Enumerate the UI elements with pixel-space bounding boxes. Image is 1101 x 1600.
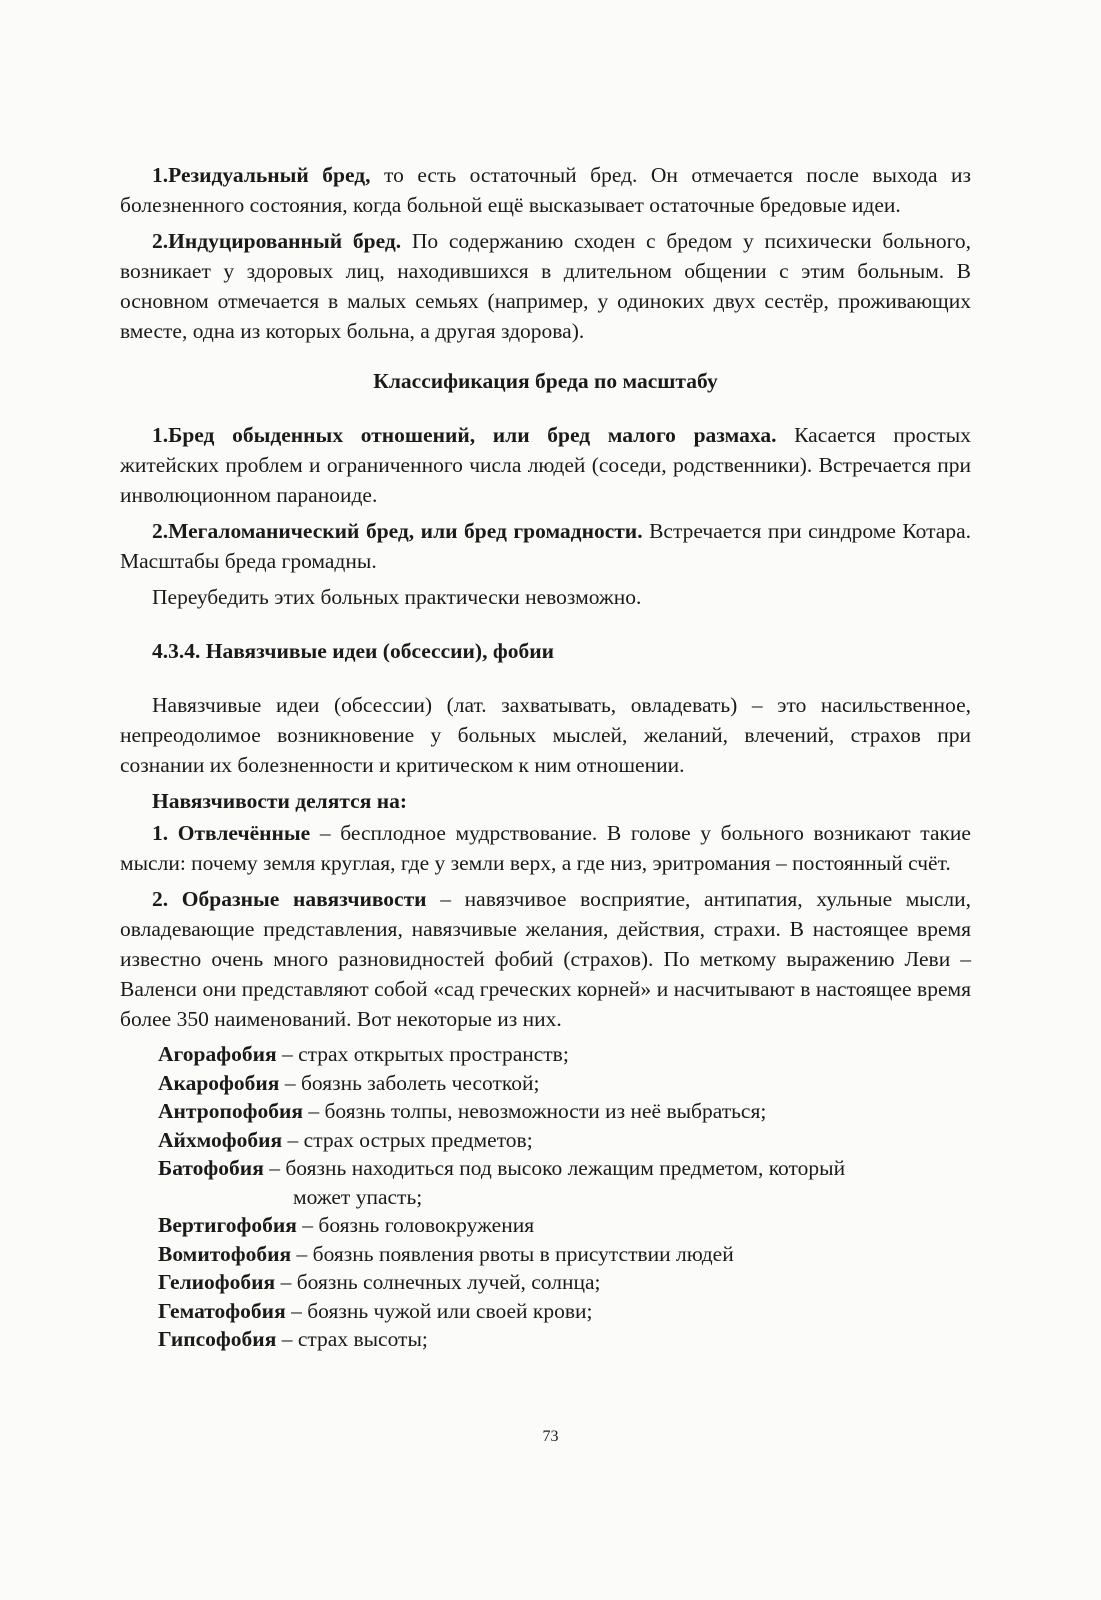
paragraph-lead: 2.Индуцированный бред. — [152, 229, 402, 253]
phobia-description: – боязнь появления рвоты в присутствии людей — [291, 1241, 734, 1266]
paragraph-persuasion: Переубедить этих больных практически невозможно. — [152, 585, 642, 609]
list-item — [158, 1154, 971, 1211]
list-item — [158, 1069, 971, 1098]
phobia-description: – боязнь головокружения — [296, 1213, 535, 1237]
phobia-term: Айхмофобия — [158, 1127, 283, 1152]
phobia-term: Акарофобия — [158, 1070, 280, 1095]
paragraph-figurative-obsessions — [120, 884, 971, 1034]
section-heading-classification: Классификация бреда по масштабу — [373, 369, 718, 393]
paragraph-obsessions-types: Навязчивости делятся на: — [152, 789, 408, 813]
page-number: 73 — [542, 1428, 559, 1445]
list-item — [158, 1211, 971, 1240]
phobia-description: – боязнь чужой или своей крови; — [285, 1298, 593, 1323]
phobia-description: – страх острых предметов; — [282, 1127, 533, 1152]
phobia-description: – боязнь толпы, невозможности из неё выбраться; — [302, 1099, 767, 1123]
phobia-description: – боязнь солнечных лучей, солнца; — [275, 1270, 601, 1294]
paragraph-everyday-delusion — [120, 420, 971, 510]
list-item — [158, 1325, 971, 1354]
paragraph-residual-delusion — [120, 160, 971, 220]
phobia-description-continued: может упасть; — [293, 1184, 423, 1209]
paragraph-lead: 1.Бред обыденных отношений, или бред малого размаха. — [152, 423, 777, 447]
paragraph-lead: 2. Образные навязчивости — [152, 887, 427, 911]
phobia-term: Гематофобия — [158, 1298, 286, 1323]
list-item — [158, 1097, 971, 1126]
paragraph-text: то есть остаточный бред. Он отмечается после выхода из болезненного состояния, когда больной ещё высказывает остаточные бредовые идеи. — [120, 163, 971, 217]
phobia-description: – боязнь находиться под высоко лежащим предметом, который — [263, 1156, 846, 1180]
phobia-term: Вомитофобия — [158, 1241, 292, 1266]
phobia-term: Вертигофобия — [158, 1213, 297, 1237]
paragraph-text: – навязчивое восприятие, антипатия, хульные мысли, овладевающие представления, навязчивые желания, действия, страхи. В настоящее время известно очень много разновидностей фобий (страхов). По меткому выражению Леви – Валенси они представляют собой «сад греческих корней» и насчитывают в настоящее время более 350 наименований. Вот некоторые из них. — [120, 887, 971, 1031]
phobia-term: Антропофобия — [158, 1099, 303, 1123]
paragraph-lead: 1.Резидуальный бред, — [152, 163, 371, 187]
paragraph-abstract-obsessions — [120, 818, 971, 878]
paragraph-megalomanic-delusion — [120, 516, 971, 576]
paragraph-induced-delusion — [120, 226, 971, 346]
paragraph-obsessions-definition: Навязчивые идеи (обсессии) (лат. захватывать, овладевать) – это насильственное, непреодолимое возникновение у больных мыслей, желаний, влечений, страхов при сознании их болезненности и критическом к ним отношении. — [120, 693, 971, 777]
list-item — [158, 1040, 971, 1069]
phobia-term: Агорафобия — [158, 1042, 277, 1066]
phobia-description: – страх открытых пространств; — [276, 1042, 569, 1066]
phobia-description: – боязнь заболеть чесоткой; — [279, 1070, 540, 1095]
paragraph-lead: 2.Мегаломанический бред, или бред громадности. — [152, 519, 643, 543]
phobia-term: Гипсофобия — [158, 1327, 277, 1351]
phobia-term: Гелиофобия — [158, 1270, 276, 1294]
phobia-description: – страх высоты; — [276, 1327, 428, 1351]
list-item — [158, 1297, 971, 1326]
phobia-term: Батофобия — [158, 1156, 264, 1180]
paragraph-lead: 1. Отвлечённые — [152, 821, 311, 845]
list-item — [158, 1126, 971, 1155]
list-item — [158, 1240, 971, 1269]
section-heading-obsessions: 4.3.4. Навязчивые идеи (обсессии), фобии — [152, 639, 554, 663]
paragraph-text: По содержанию сходен с бредом у психически больного, возникает у здоровых лиц, находившихся в длительном общении с этим больным. В основном отмечается в малых семьях (например, у одиноких двух сестёр, проживающих вместе, одна из которых больна, а другая здорова). — [120, 229, 971, 343]
list-item — [158, 1268, 971, 1297]
paragraph-text: Встречается при синдроме Котара. Масштабы бреда громадны. — [120, 519, 972, 573]
paragraph-text: Касается простых житейских проблем и ограниченного числа людей (соседи, родственники). Встречается при инволюционном параноиде. — [120, 423, 971, 507]
phobia-list — [120, 1040, 971, 1354]
paragraph-text: – бесплодное мудрствование. В голове у больного возникают такие мысли: почему земля круглая, где у земли верх, а где низ, эритромания – постоянный счёт. — [120, 821, 971, 875]
